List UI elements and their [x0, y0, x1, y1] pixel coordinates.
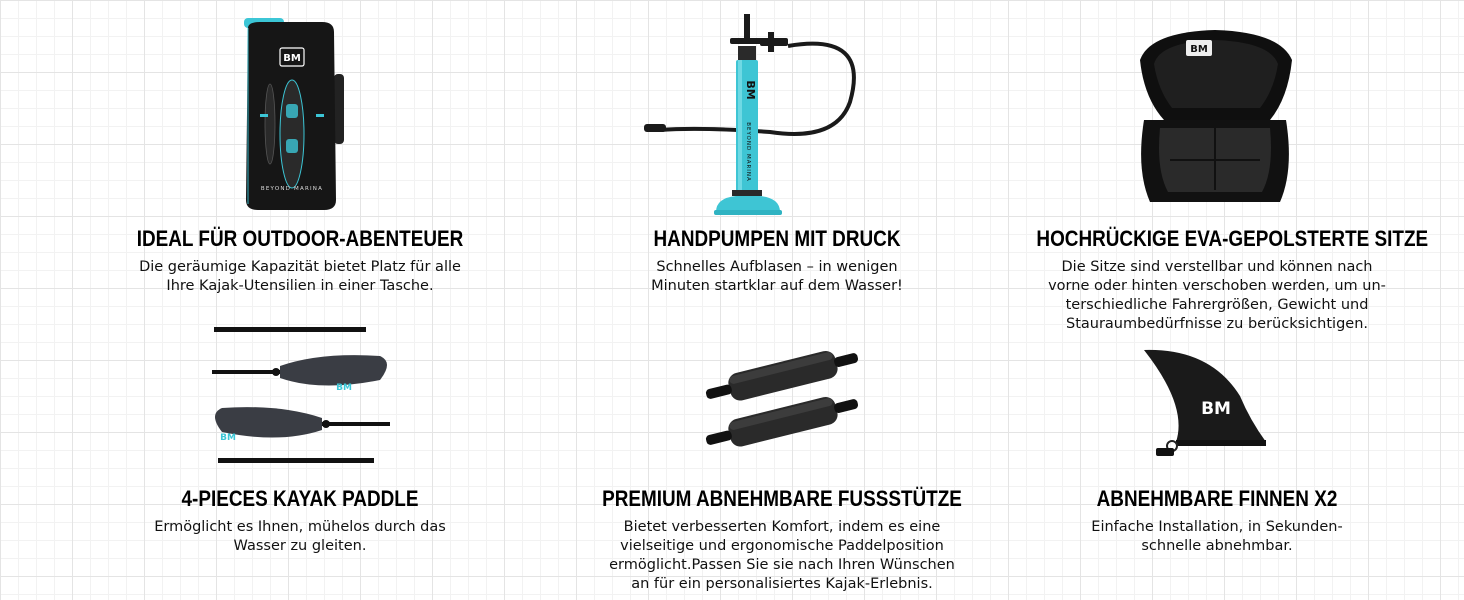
feature-desc-line: Minuten startklar auf dem Wasser!: [651, 278, 903, 294]
backpack-icon: [230, 14, 350, 214]
feature-desc-line: ermöglicht.Passen Sie sie nach Ihren Wünschen: [609, 557, 955, 573]
fin-icon: [1140, 346, 1270, 460]
feature-title: HANDPUMPEN MIT DRUCK: [653, 226, 901, 251]
feature-pump: [577, 226, 977, 296]
backpack-brand-text: BEYOND MARINA: [260, 186, 324, 192]
paddle-logo-bottom: BM: [220, 433, 236, 443]
feature-desc-line: an für ein personalisiertes Kajak-Erlebnis.: [631, 576, 933, 592]
feature-desc-line: vielseitige und ergonomische Paddelposition: [620, 538, 944, 554]
feature-desc-line: Wasser zu gleiten.: [233, 538, 367, 554]
feature-desc-line: terschiedliche Fahrergrößen, Gewicht und: [1065, 297, 1369, 313]
feature-desc-line: Die geräumige Kapazität bietet Platz für alle: [139, 259, 461, 275]
feature-desc-line: Ermöglicht es Ihnen, mühelos durch das: [154, 519, 446, 535]
paddle-icon: [210, 322, 395, 470]
feature-desc-line: Die Sitze sind verstellbar und können nach: [1061, 259, 1373, 275]
feature-title: ABNEHMBARE FINNEN X2: [1096, 486, 1338, 511]
feature-title: 4-PIECES KAYAK PADDLE: [181, 486, 419, 511]
fin-logo: BM: [1201, 399, 1231, 419]
paddle-logo-top: BM: [336, 383, 352, 393]
seat-logo: BM: [1190, 44, 1208, 55]
feature-footrest: [567, 486, 997, 594]
feature-title: HOCHRÜCKIGE EVA-GEPOLSTERTE SITZE: [1036, 226, 1429, 251]
hand-pump-icon: [640, 12, 870, 218]
feature-desc-line: schnelle abnehmbar.: [1141, 538, 1293, 554]
feature-desc-line: Ihre Kajak-Utensilien in einer Tasche.: [166, 278, 434, 294]
feature-seat: [1007, 226, 1427, 334]
feature-desc-line: Stauraumbedürfnisse zu berücksichtigen.: [1065, 316, 1368, 332]
feature-title: IDEAL FÜR OUTDOOR-ABENTEUER: [136, 226, 464, 251]
pump-brand-text: BEYOND MARINA: [745, 122, 751, 182]
feature-desc-line: Schnelles Aufblasen – in wenigen: [656, 259, 898, 275]
feature-paddle: [100, 486, 500, 556]
feature-fin: [1017, 486, 1417, 556]
pump-logo: BM: [744, 80, 757, 100]
feature-title: PREMIUM ABNEHMBARE FUSSSTÜTZE: [602, 486, 962, 511]
feature-desc-line: Bietet verbesserten Komfort, indem es eine: [623, 519, 941, 535]
kayak-seat-icon: [1130, 20, 1300, 216]
backpack-logo: BM: [283, 53, 301, 64]
footrest-icon: [700, 346, 865, 450]
feature-desc-line: Einfache Installation, in Sekunden-: [1091, 519, 1343, 535]
feature-outdoor: [100, 226, 500, 296]
feature-desc-line: vorne oder hinten verschoben werden, um un-: [1048, 278, 1386, 294]
